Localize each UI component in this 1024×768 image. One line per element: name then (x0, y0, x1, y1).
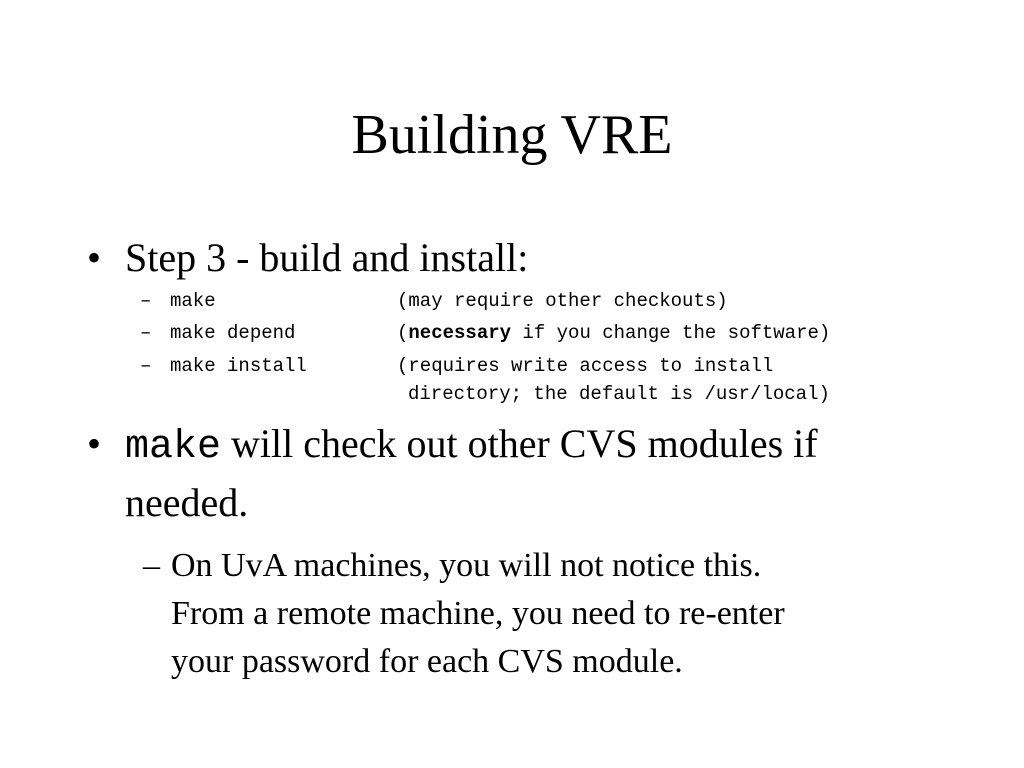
command-note-continued: directory; the default is /usr/local) (408, 383, 830, 405)
bullet-text: Step 3 - build and install: (125, 235, 529, 280)
slide-title: Building VRE (351, 104, 673, 166)
note-rest: if you change the software) (511, 322, 831, 344)
command-name: make depend (170, 322, 296, 344)
sub-bullet-lines (171, 542, 785, 686)
inline-code-make: make (125, 425, 222, 470)
sub-bullet-dash: – (140, 355, 152, 377)
command-note (397, 320, 830, 346)
note-open-paren: ( (397, 322, 409, 344)
bullet-marker: • (87, 421, 102, 466)
command-name: make (170, 290, 216, 312)
bullet-text-rest: will check out other CVS modules if (221, 421, 818, 466)
sub-bullet-dash: – (140, 322, 152, 344)
sub-bullet-dash: – (140, 290, 152, 312)
command-note: (may require other checkouts) (397, 290, 728, 312)
sub-bullet-line: your password for each CVS module. (171, 643, 683, 680)
note-bold-word: necessary (408, 322, 512, 344)
sub-bullet-dash: – (143, 547, 160, 584)
sub-bullet-line: From a remote machine, you need to re-enter (171, 595, 785, 632)
sub-bullet-line: On UvA machines, you will not notice this. (171, 547, 762, 584)
bullet-text-continued: needed. (125, 480, 249, 525)
bullet-text (125, 420, 818, 472)
command-note: (requires write access to install (397, 355, 774, 377)
command-name: make install (170, 355, 307, 377)
bullet-marker: • (87, 235, 102, 280)
